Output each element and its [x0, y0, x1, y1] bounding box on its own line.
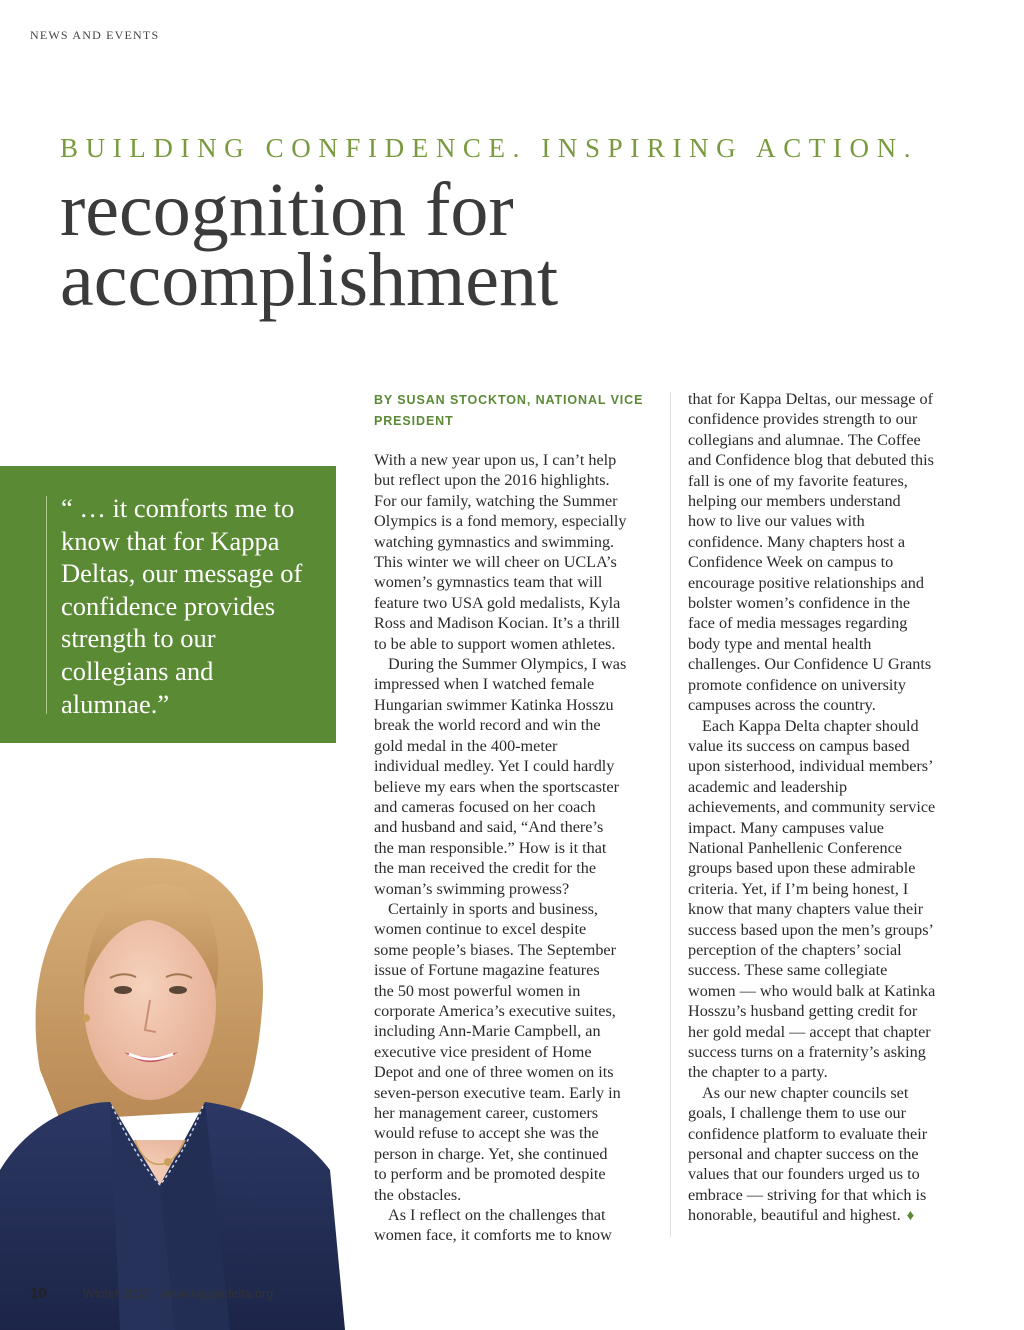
text-line: and cameras focused on her coach: [374, 797, 596, 816]
article-column-1: [374, 450, 664, 1246]
text-line: success based upon the men’s groups’: [688, 920, 934, 939]
text-line: the man responsible.” How is it that: [374, 838, 607, 857]
text-line: body type and mental health: [688, 634, 872, 653]
pull-quote-box: [0, 466, 336, 743]
text-line: that for Kappa Deltas, our message of: [688, 390, 933, 408]
text-line: to be able to support women athletes.: [374, 634, 616, 653]
text-line: know that many chapters value their: [688, 900, 924, 919]
text-line: how to live our values with: [688, 512, 865, 531]
text-line: Certainly in sports and business,: [388, 899, 598, 918]
text-line: and husband and said, “And there’s: [374, 818, 604, 837]
text-line: individual medley. Yet I could hardly: [374, 757, 615, 776]
text-line: and Confidence blog that debuted this: [688, 451, 934, 470]
text-line: helping our members understand: [688, 492, 901, 511]
text-line: issue of Fortune magazine features: [374, 961, 600, 980]
text-line: encourage positive relationships and: [688, 573, 924, 592]
text-line: criteria. Yet, if I’m being honest, I: [688, 879, 909, 898]
text-line: the 50 most powerful women in: [374, 981, 581, 1000]
page-title: [60, 168, 760, 322]
text-line: Confidence Week on campus to: [688, 553, 894, 572]
author-portrait-photo: [0, 840, 345, 1330]
text-line: embrace — striving for that which is: [688, 1185, 927, 1204]
text-line: challenges. Our Confidence U Grants: [688, 655, 932, 674]
text-line: woman’s swimming prowess?: [374, 879, 570, 898]
text-line: executive vice president of Home: [374, 1042, 592, 1061]
headline-kicker: BUILDING CONFIDENCE. INSPIRING ACTION.: [60, 133, 919, 163]
text-line: feature two USA gold medalists, Kyla: [374, 593, 621, 612]
text-line: Olympics is a fond memory, especially: [374, 512, 627, 531]
text-line-final: [688, 1205, 978, 1226]
text-line: success turns on a fraternity’s asking: [688, 1043, 926, 1061]
footer-issue-website: Winter 2017 | www.kappadelta.org: [83, 1287, 274, 1301]
text-line: For our family, watching the Summer: [374, 491, 618, 510]
text-line: watching gymnastics and swimming.: [374, 532, 615, 551]
text-line: including Ann-Marie Campbell, an: [374, 1022, 601, 1041]
text-line: the obstacles.: [374, 1185, 462, 1204]
end-mark-diamond-icon: ♦: [906, 1208, 915, 1225]
text-line: success. These same collegiate: [688, 961, 888, 980]
text-line: promote confidence on university: [688, 675, 907, 694]
title-line-2: accomplishment: [60, 238, 559, 322]
page-number: 10: [30, 1285, 47, 1302]
text-line: person in charge. Yet, she continued: [374, 1144, 608, 1163]
section-label: NEWS AND EVENTS: [30, 28, 160, 42]
text-line: face of media messages regarding: [688, 614, 908, 633]
text-line: seven-person executive team. Early in: [374, 1083, 621, 1102]
text-line: to perform and be promoted despite: [374, 1165, 606, 1184]
text-line: her gold medal — accept that chapter: [688, 1022, 931, 1041]
text-line: the man received the credit for the: [374, 859, 597, 878]
text-line: gold medal in the 400-meter: [374, 736, 558, 755]
text-line: achievements, and community service: [688, 798, 936, 817]
text-line: Hungarian swimmer Katinka Hosszu: [374, 695, 614, 714]
text-line: perception of the chapters’ social: [688, 940, 902, 959]
text-line: corporate America’s executive suites,: [374, 1001, 616, 1020]
text-line: impressed when I watched female: [374, 675, 595, 694]
text-line: fall is one of my favorite features,: [688, 471, 908, 490]
text-line: bolster women’s confidence in the: [688, 594, 911, 613]
text-line: goals, I challenge them to use our: [688, 1104, 907, 1123]
article-column-2: [688, 389, 978, 1227]
text-line: groups based upon these admirable: [688, 859, 916, 878]
text-line: Each Kappa Delta chapter should: [702, 716, 919, 735]
text-line: women continue to excel despite: [374, 920, 587, 939]
text-line: During the Summer Olympics, I was: [388, 655, 627, 674]
text-line: Depot and one of three women on its: [374, 1063, 614, 1082]
text-line: campuses across the country.: [688, 696, 876, 715]
text-line: Ross and Madison Kocian. It’s a thrill: [374, 614, 620, 633]
text-line: believe my ears when the sportscaster: [374, 777, 619, 796]
text-line: honorable, beautiful and highest.: [688, 1206, 901, 1225]
text-line: As I reflect on the challenges that: [388, 1206, 606, 1225]
text-line: the chapter to a party.: [688, 1063, 828, 1082]
text-line: As our new chapter councils set: [702, 1083, 909, 1102]
text-line: With a new year upon us, I can’t help: [374, 451, 617, 469]
text-line: academic and leadership: [688, 777, 848, 796]
author-byline: BY SUSAN STOCKTON, NATIONAL VICE PRESIDENT: [374, 393, 644, 428]
pull-quote-text: “ … it comforts me to know that for Kappa Deltas, our message of confidence provides strength to our collegians and alumnae.”: [61, 493, 303, 719]
text-line: women’s gymnastics team that will: [374, 573, 603, 592]
text-line: Hosszu’s husband getting credit for: [688, 1002, 918, 1021]
text-line: break the world record and win the: [374, 716, 601, 735]
text-line: National Panhellenic Conference: [688, 838, 902, 857]
text-line: confidence. Many chapters host a: [688, 532, 906, 551]
text-line: personal and chapter success on the: [688, 1145, 919, 1164]
text-line: upon sisterhood, individual members’: [688, 757, 934, 776]
text-line: impact. Many campuses value: [688, 818, 884, 837]
title-line-1: recognition for: [60, 168, 514, 252]
text-line: some people’s biases. The September: [374, 940, 617, 959]
column-divider: [670, 392, 671, 1237]
text-line: her management career, customers: [374, 1104, 599, 1122]
text-line: would refuse to accept she was the: [374, 1124, 599, 1143]
text-line: confidence platform to evaluate their: [688, 1124, 928, 1143]
text-line: collegians and alumnae. The Coffee: [688, 430, 921, 449]
text-line: value its success on campus based: [688, 736, 910, 755]
text-line: women face, it comforts me to know: [374, 1226, 612, 1245]
pull-quote-rule: [46, 496, 47, 714]
text-line: confidence provides strength to our: [688, 410, 918, 429]
text-line: This winter we will cheer on UCLA’s: [374, 553, 617, 572]
text-line: women — who would balk at Katinka: [688, 981, 936, 1000]
text-line: values that our founders urged us to: [688, 1165, 920, 1184]
text-line: but reflect upon the 2016 highlights.: [374, 471, 610, 490]
